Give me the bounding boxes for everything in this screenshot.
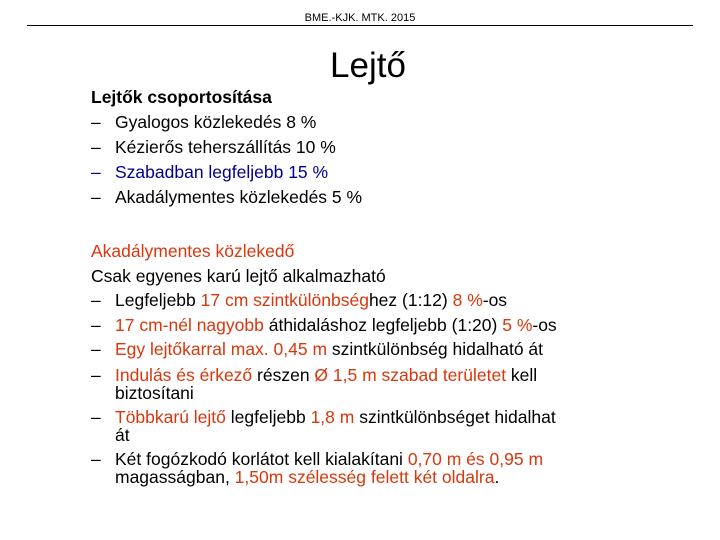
list-item <box>91 337 557 362</box>
list-dash: – <box>91 162 101 182</box>
text-span: szintkülönbséget hidalhat <box>354 406 556 427</box>
list-item <box>91 313 557 338</box>
header-divider <box>27 25 693 26</box>
list-item-first-line <box>91 450 557 468</box>
list-item-continuation: biztosítani <box>115 382 194 403</box>
text-span: Legfeljebb <box>115 290 201 310</box>
text-span: részen <box>252 364 315 385</box>
list-item <box>91 450 557 486</box>
list-item <box>91 160 362 185</box>
accessible-heading: Akadálymentes közlekedő <box>91 241 295 261</box>
ramp-groups-heading: Lejtők csoportosítása <box>91 87 272 107</box>
text-span: . <box>494 466 500 487</box>
ramp-groups-section <box>91 85 362 210</box>
accessible-section <box>91 239 557 486</box>
slide-header: BME.-KJK. MTK. 2015 <box>304 12 416 24</box>
list-item <box>91 135 362 160</box>
list-item <box>91 366 557 402</box>
list-dash: – <box>91 406 101 427</box>
list-dash: – <box>91 339 101 359</box>
highlight-span: 8 % <box>452 290 483 310</box>
list-dash: – <box>91 112 101 132</box>
highlight-span: Többkarú lejtő <box>115 406 226 427</box>
list-item-first-line <box>91 366 557 384</box>
list-dash: – <box>91 364 101 385</box>
text-span: magasságban, <box>115 466 235 487</box>
highlight-span: 1,50m <box>234 466 284 487</box>
list-dash: – <box>91 314 101 335</box>
list-dash: – <box>91 137 101 157</box>
list-item <box>91 110 362 135</box>
highlight-span: szélesség <box>288 466 367 487</box>
highlight-span: Egy lejtőkarral max. 0,45 m <box>115 339 328 359</box>
list-item-text: Akadálymentes közlekedés 5 % <box>115 187 363 207</box>
accessible-intro: Csak egyenes karú lejtő alkalmazható <box>91 265 386 286</box>
text-span: áthidaláshoz legfeljebb (1:20) <box>263 314 503 335</box>
highlight-span: 17 cm szintkülönbség <box>200 290 369 310</box>
text-span: kell <box>506 364 538 385</box>
text-span: hez (1:12) <box>368 290 453 310</box>
list-item <box>91 185 362 210</box>
list-item <box>91 408 557 444</box>
list-item-text: Kézierős teherszállítás 10 % <box>115 137 336 157</box>
text-span: -os <box>532 314 557 335</box>
list-dash: – <box>91 187 101 207</box>
list-item-continuation: át <box>115 424 130 445</box>
list-item-continuation <box>91 468 557 486</box>
highlight-span: felett két oldalra <box>370 466 495 487</box>
slide-title: Lejtő <box>330 46 406 85</box>
highlight-span: Ø 1,5 m szabad területet <box>314 364 507 385</box>
list-dash: – <box>91 290 101 310</box>
list-item <box>91 288 557 313</box>
text-span: szintkülönbség hidalható át <box>327 339 544 359</box>
highlight-span: 5 % <box>502 314 533 335</box>
text-span: Két fogózkodó korlátot kell kialakítani <box>115 448 408 469</box>
highlight-span: 0,70 m és 0,95 m <box>407 448 544 469</box>
list-item-text: Gyalogos közlekedés 8 % <box>115 112 317 132</box>
text-span: -os <box>482 290 508 310</box>
list-dash: – <box>91 448 101 469</box>
list-item-first-line <box>91 408 557 426</box>
highlight-span: 1,8 m <box>310 406 355 427</box>
list-item-text: Szabadban legfeljebb 15 % <box>115 162 329 182</box>
highlight-span: Indulás és érkező <box>115 364 253 385</box>
text-span: legfeljebb <box>225 406 311 427</box>
highlight-span: 17 cm-nél nagyobb <box>115 314 264 335</box>
